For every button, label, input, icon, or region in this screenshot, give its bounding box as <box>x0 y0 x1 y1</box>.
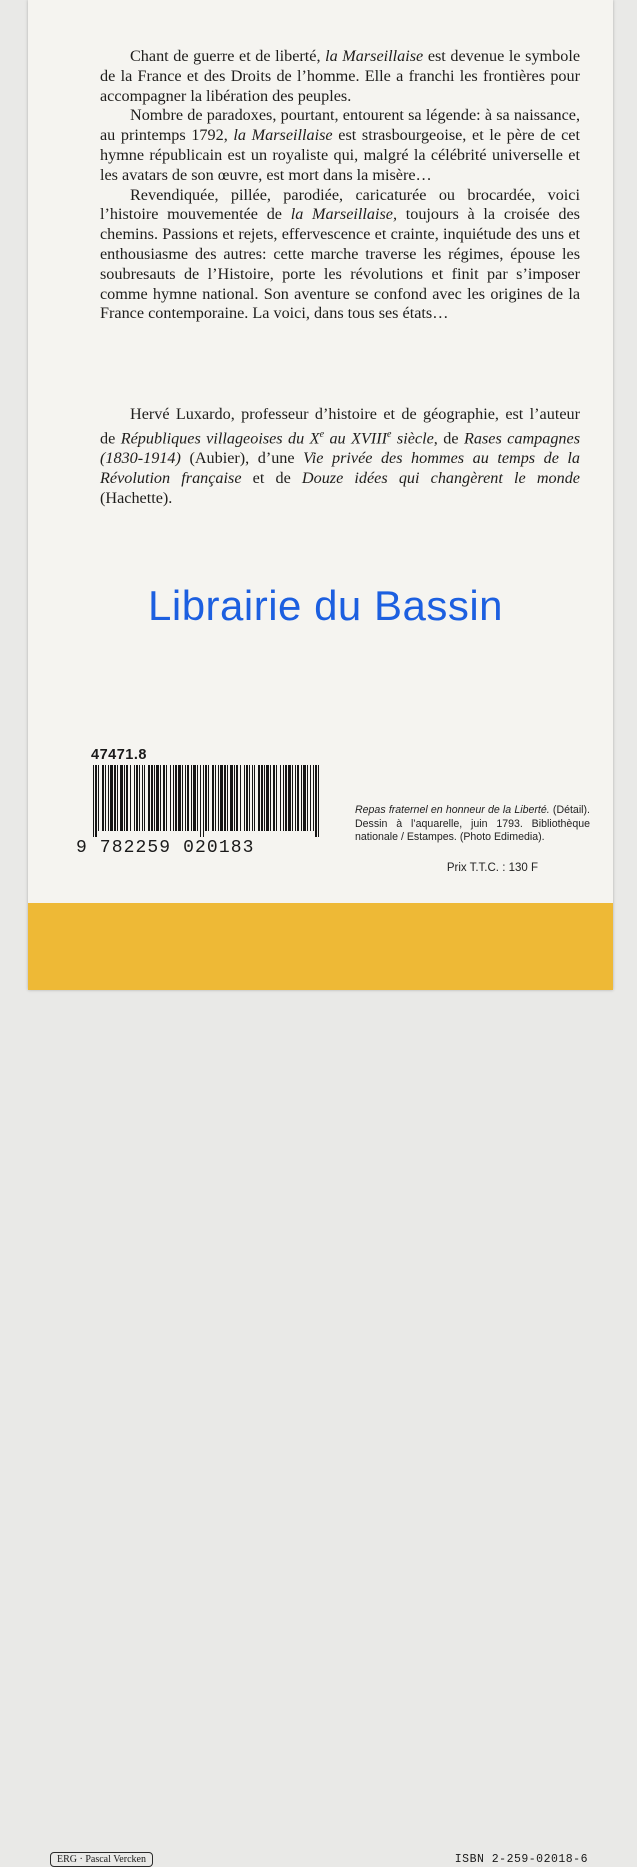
barcode-bar <box>126 765 128 831</box>
barcode-bar <box>261 765 263 831</box>
barcode-bar <box>134 765 135 831</box>
barcode-bar <box>182 765 183 831</box>
barcode-bar <box>273 765 275 831</box>
barcode-bar <box>252 765 253 831</box>
barcode-icon <box>91 765 323 837</box>
barcode-bar <box>264 765 265 831</box>
author-bio-paragraph: Hervé Luxardo, professeur d’histoire et de géographie, est l’auteur de Républiques villageoises du Xe au XVIIIe siècle, de Rases campagnes (1830-1914) (Aubier), d’une Vie privée des hommes au temps de la Révolution française et de Douze idées qui changèrent le monde (Hachette). <box>100 405 581 507</box>
barcode-bar <box>303 765 306 831</box>
barcode-bar <box>230 765 233 831</box>
blurb-paragraph-3: Revendiquée, pillée, parodiée, caricaturée ou brocardée, voici l’histoire mouvementée de la Marseillaise, toujours à la croisée des chemins. Passions et rejets, effervescence et crainte, inquiétude des uns et enthousiasme des autres: cette marche traverse les régimes, épouse les soubresauts de l’Histoire, porte les révolutions et finit par s’imposer comme hymne national. Son aventure se confond avec les origines de la France contemporaine. La voici, dans tous ses états… <box>100 185 580 323</box>
barcode-bar <box>154 765 155 831</box>
reference-number: 47471.8 <box>91 747 147 763</box>
barcode-bar <box>117 765 118 831</box>
barcode-bar <box>173 765 174 831</box>
barcode-bar <box>292 765 293 831</box>
price-label: Prix T.T.C. : 130 F <box>446 862 538 874</box>
barcode-bar <box>200 765 201 837</box>
barcode-bar <box>297 765 299 831</box>
barcode-bar <box>249 765 250 831</box>
barcode-bar <box>285 765 287 831</box>
barcode-bar <box>142 765 143 831</box>
barcode-bar <box>151 765 153 831</box>
publisher-badge: ERG · Pascal Vercken <box>50 1852 153 1867</box>
barcode-bar <box>283 765 284 831</box>
barcode-bar <box>114 765 116 831</box>
barcode-bar <box>120 765 123 831</box>
barcode-bar <box>295 765 296 831</box>
barcode-bar <box>163 765 165 831</box>
barcode-bar <box>266 765 269 831</box>
barcode-bar <box>215 765 216 831</box>
barcode-bar <box>203 765 204 837</box>
barcode-bar <box>280 765 281 831</box>
yellow-footer-band <box>28 903 613 1866</box>
barcode-bar <box>236 765 238 831</box>
barcode-bar <box>254 765 255 831</box>
blurb-paragraph-1: Chant de guerre et de liberté, la Marseillaise est devenue le symbole de la France et des Droits de l’homme. Elle a franchi les frontières pour accompagner la libération des peuples. <box>100 47 580 105</box>
author-bio <box>100 405 580 508</box>
blurb-paragraph-2: Nombre de paradoxes, pourtant, entourent sa légende: à sa naissance, au printemps 1792, la Marseillaise est strasbourgeoise, et le père de cet hymne républicain est un royaliste qui, malgré la célébrité universelle et les avatars de son œuvre, est mort dans la misère… <box>100 106 580 184</box>
barcode-bar <box>313 765 314 831</box>
barcode-bar <box>108 765 109 831</box>
barcode-bar <box>144 765 145 831</box>
barcode-bar <box>212 765 214 831</box>
barcode-bar <box>205 765 207 831</box>
barcode-bar <box>130 765 131 831</box>
isbn-number: ISBN 2-259-02018-6 <box>454 1853 588 1866</box>
barcode-bar <box>224 765 226 831</box>
barcode-bar <box>227 765 228 831</box>
barcode-bar <box>187 765 189 831</box>
barcode-bar <box>288 765 291 831</box>
barcode-bar <box>136 765 138 831</box>
barcode-bar <box>95 765 97 837</box>
barcode-bar <box>318 765 319 837</box>
book-back-cover <box>28 0 613 1866</box>
barcode-bar <box>139 765 140 831</box>
ean-number: 9 782259 020183 <box>76 838 255 858</box>
barcode-bar <box>170 765 171 831</box>
barcode-bar <box>160 765 161 831</box>
barcode-bar <box>197 765 198 831</box>
barcode-bar <box>301 765 302 831</box>
barcode-bar <box>315 765 317 837</box>
barcode-bar <box>124 765 125 831</box>
barcode-bar <box>246 765 248 831</box>
barcode-bar <box>102 765 104 831</box>
barcode-bar <box>191 765 192 831</box>
barcode-bar <box>270 765 271 831</box>
barcode-bar <box>220 765 223 831</box>
barcode-bar <box>276 765 277 831</box>
barcode-bar <box>234 765 235 831</box>
barcode-bar <box>156 765 159 831</box>
barcode-bar <box>218 765 219 831</box>
barcode-bar <box>148 765 150 831</box>
barcode-bar <box>208 765 209 831</box>
barcode-bar <box>105 765 106 831</box>
barcode-bar <box>98 765 99 831</box>
barcode-bar <box>307 765 308 831</box>
barcode-bar <box>193 765 196 831</box>
barcode-bar <box>110 765 113 831</box>
barcode-bar <box>258 765 260 831</box>
barcode-bar <box>178 765 181 831</box>
barcode-bar <box>93 765 94 837</box>
bookshop-watermark: Librairie du Bassin <box>148 582 504 629</box>
barcode-bar <box>175 765 177 831</box>
barcode-bar <box>310 765 311 831</box>
blurb-text <box>100 47 580 324</box>
barcode-bar <box>244 765 245 831</box>
barcode-bar <box>185 765 186 831</box>
barcode-bar <box>240 765 241 831</box>
cover-image-caption: Repas fraternel en honneur de la Liberté. (Détail). Dessin à l’aquarelle, juin 1793. Bibliothèque nationale / Estampes. (Photo Edimedia). <box>355 804 591 843</box>
barcode-bar <box>166 765 167 831</box>
